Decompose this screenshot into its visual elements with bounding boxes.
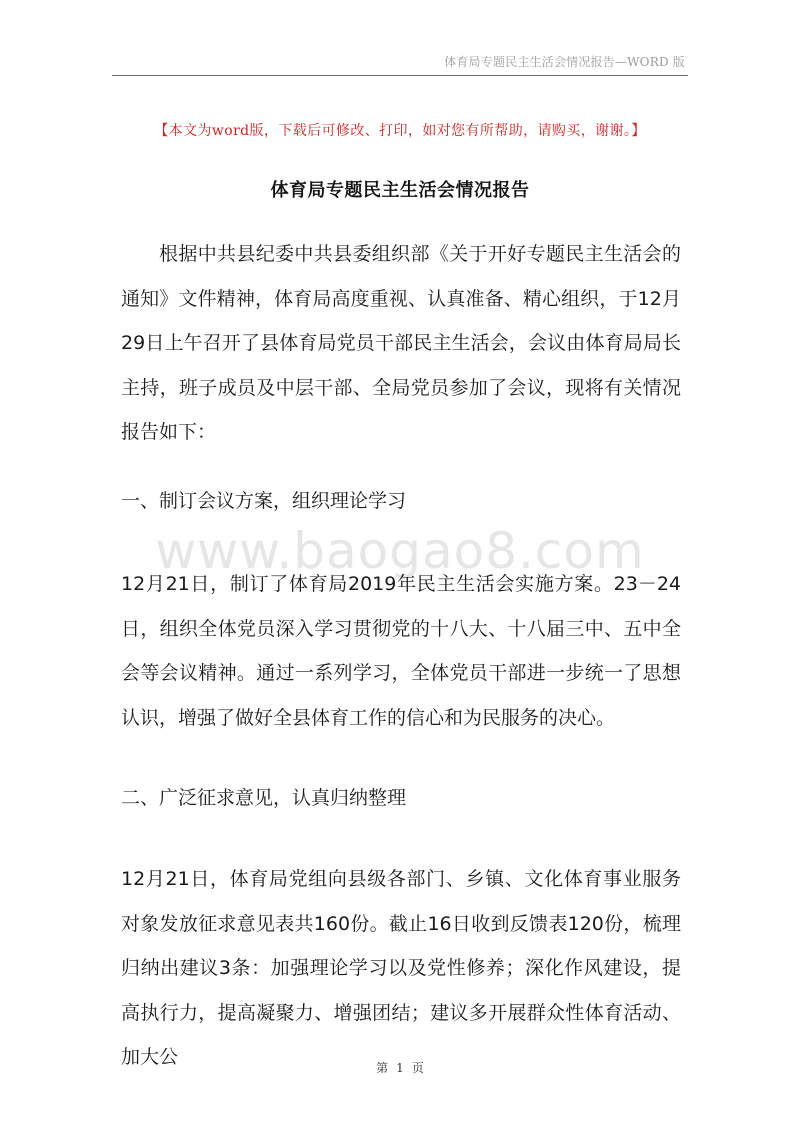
header-divider xyxy=(112,75,688,76)
footer-prefix: 第 xyxy=(376,1061,389,1075)
section-2-heading: 二、广泛征求意见，认真归纳整理 xyxy=(121,787,407,809)
page-number: 1 xyxy=(396,1061,404,1075)
footer-suffix: 页 xyxy=(411,1061,424,1075)
page-footer xyxy=(0,1059,800,1076)
section-1-heading: 一、制订会议方案，组织理论学习 xyxy=(121,490,407,512)
running-header: 体育局专题民主生活会情况报告—WORD 版 xyxy=(444,55,685,69)
document-title: 体育局专题民主生活会情况报告 xyxy=(270,180,530,201)
intro-paragraph: 根据中共县纪委中共县委组织部《关于开好专题民主生活会的通知》文件精神，体育局高度重视、认真准备、精心组织，于12月29日上午召开了县体育局党员干部民主生活会，会议由体育局局长主持，班子成员及中层干部、全局党员参加了会议，现将有关情况报告如下： xyxy=(121,243,681,443)
purchase-notice: 【本文为word版，下载后可修改、打印，如对您有所帮助，请购买，谢谢。】 xyxy=(154,123,646,139)
site-watermark: www.baogao8.com xyxy=(155,522,645,580)
section-1-paragraph: 12月21日，制订了体育局2019年民主生活会实施方案。23－24日，组织全体党员深入学习贯彻党的十八大、十八届三中、五中全会等会议精神。通过一系列学习，全体党员干部进一步统一了思想认识，增强了做好全县体育工作的信心和为民服务的决心。 xyxy=(121,573,681,729)
section-2-paragraph: 12月21日，体育局党组向县级各部门、乡镇、文化体育事业服务对象发放征求意见表共160份。截止16日收到反馈表120份，梳理归纳出建议3条：加强理论学习以及党性修养；深化作风建设，提高执行力，提高凝聚力、增强团结；建议多开展群众性体育活动、加大公 xyxy=(121,868,681,1068)
